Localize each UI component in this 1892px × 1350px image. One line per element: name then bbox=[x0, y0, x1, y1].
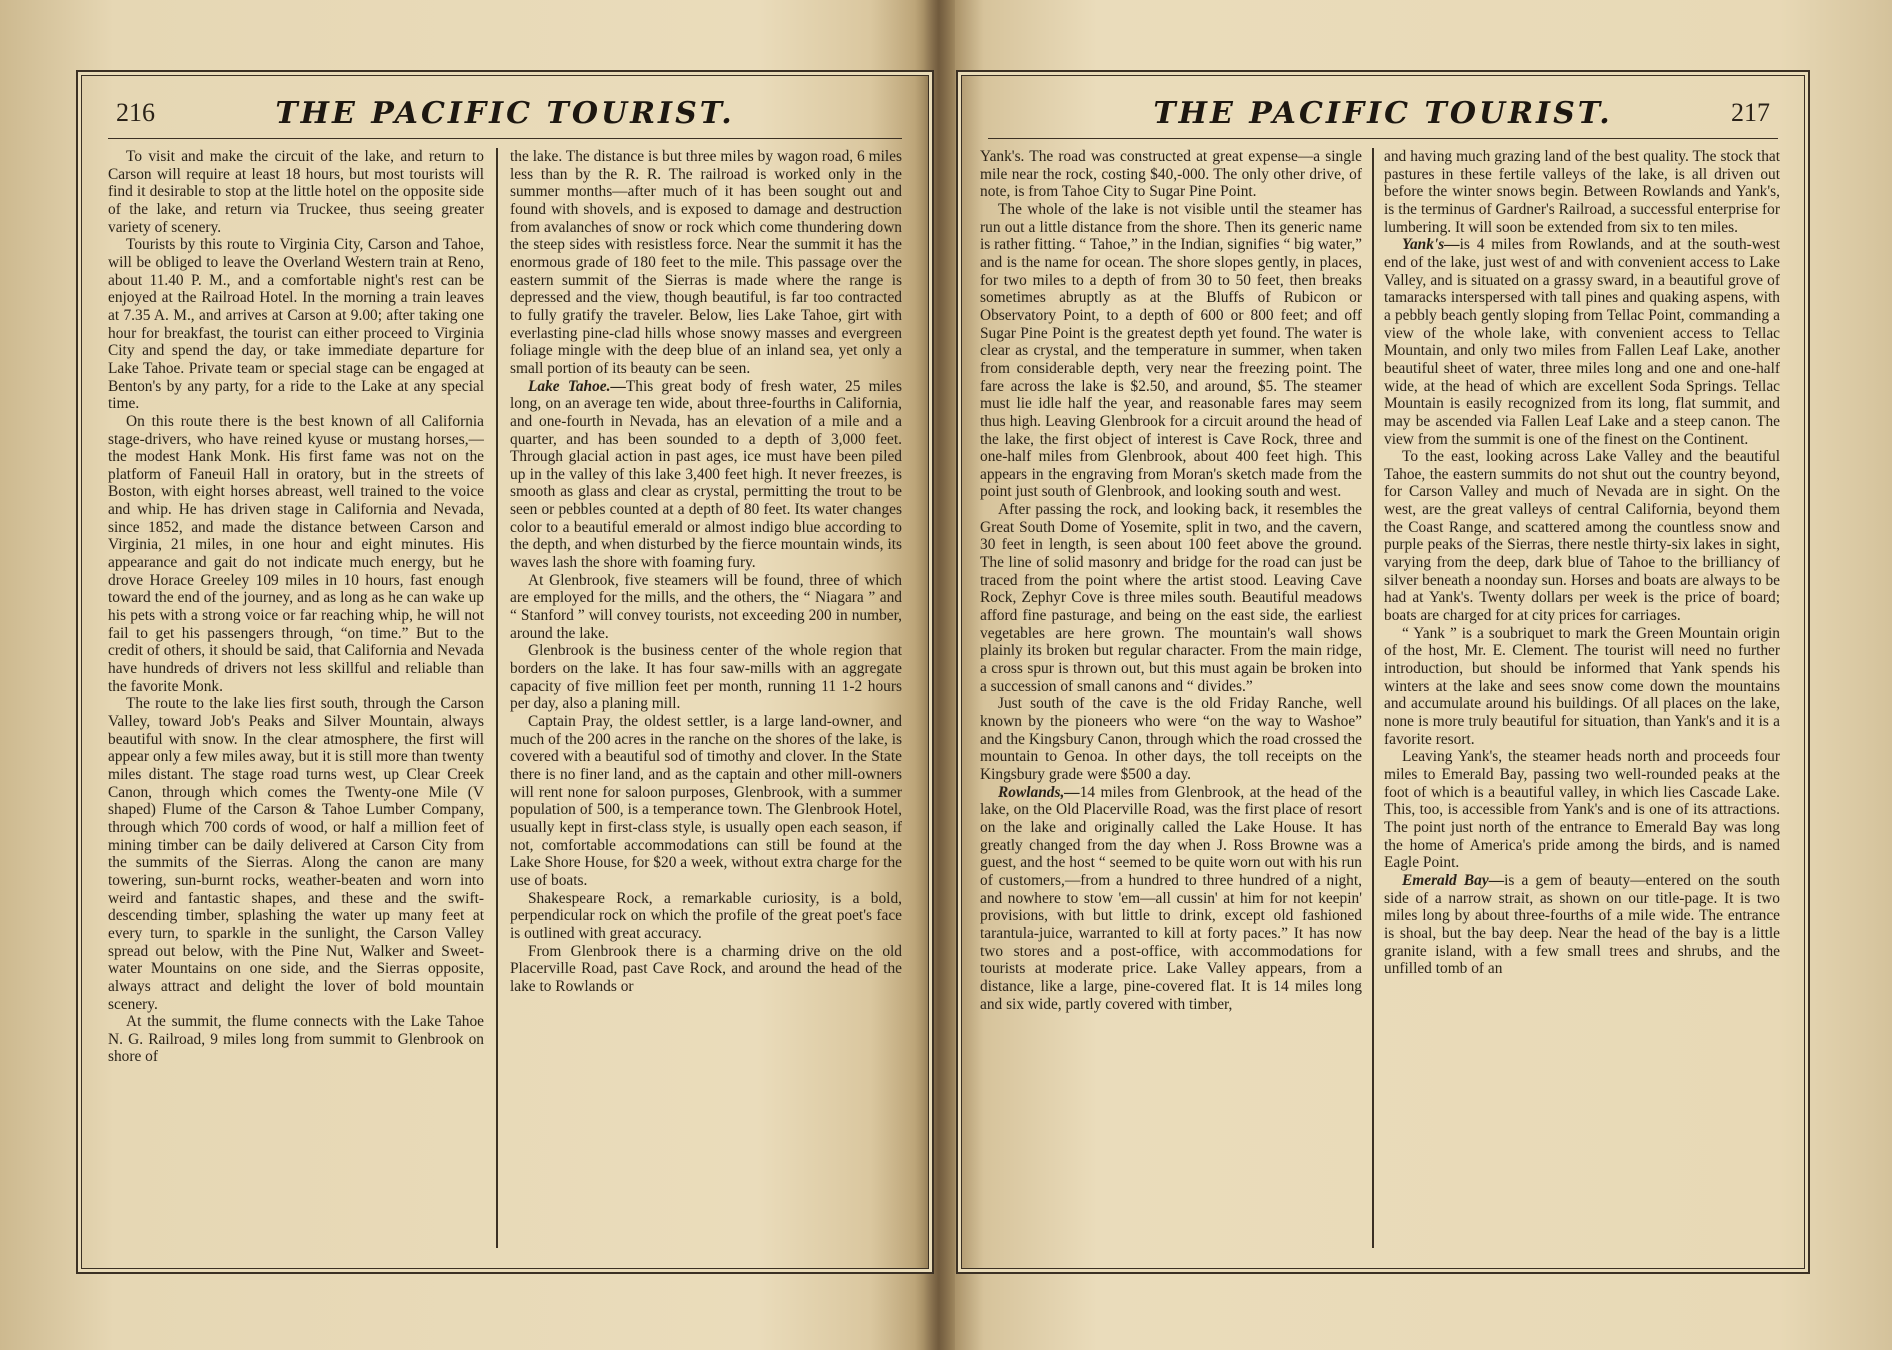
paragraph: From Glenbrook there is a charming drive on the old Placerville Road, past Cave Rock, and around the head of the lake to Rowlands or bbox=[510, 942, 902, 995]
column-divider bbox=[496, 148, 498, 1248]
paragraph-text: is 4 miles from Rowlands, and at the south-west end of the lake, just west of and with convenient access to Lake Valley, and is situated on a grassy sward, in a beautiful grove of tamaracks interspersed with tall pines and quaking aspens, with a pebbly beach gently sloping from Tellac Point, commanding a view of the whole lake, with convenient access to Tellac Mountain, and only two miles from Fallen Leaf Lake, another beautiful sheet of water, three miles long and one and one-half wide, at the head of which are excellent Soda Springs. Tellac Mountain is easily recognized from its long, flat summit, and may be ascended via Fallen Leaf Lake and a steep canon. The view from the summit is one of the finest on the Continent. bbox=[1384, 236, 1780, 448]
paragraph: Leaving Yank's, the steamer heads north and proceeds four miles to Emerald Bay, passing two well-rounded peaks at the foot of which is a beautiful valley, in which lies Cascade Lake. This, too, is accessible from Yank's and is one of its attractions. The point just north of the entrance to Emerald Bay was long the home of America's pride among the birds, and is named Eagle Point. bbox=[1384, 748, 1780, 872]
paragraph: At the summit, the flume connects with the Lake Tahoe N. G. Railroad, 9 miles long from summit to Glenbrook on shore of bbox=[108, 1013, 484, 1066]
section-lead: Emerald Bay— bbox=[1402, 871, 1505, 889]
right-column-1 bbox=[980, 148, 1362, 1248]
paragraph: To the east, looking across Lake Valley and the beautiful Tahoe, the eastern summits do not shut out the country beyond, for Carson Valley and much of Nevada are in sight. On the west, are the great valleys of central California, beyond them the Coast Range, and scattered among the countless snow and purple peaks of the Sierras, there nestle thirty-six lakes in sight, varying from the deep, dark blue of Tahoe to the brilliancy of silver beneath a noonday sun. Horses and boats are always to be had at Yank's. Twenty dollars per week is the price of board; boats are charged for at city prices for carriages. bbox=[1384, 448, 1780, 625]
running-head: THE PACIFIC TOURIST. bbox=[275, 96, 735, 131]
paragraph: Captain Pray, the oldest settler, is a large land-owner, and much of the 200 acres in the ranche on the shores of the lake, is covered with a beautiful sod of timothy and clover. In the State there is no finer land, and as the captain and other mill-owners will rent none for saloon purposes, Glenbrook, with a summer population of 500, is a temperance town. The Glenbrook Hotel, usually kept in first-class style, is usually open each season, if not, comfortable accommodations can still be found at the Lake Shore House, for $20 a week, without extra charge for the use of boats. bbox=[510, 713, 902, 889]
column-divider bbox=[1372, 148, 1374, 1248]
left-page-header bbox=[108, 94, 902, 139]
paragraph-text: This great body of fresh water, 25 miles long, on an average ten wide, about three-fourths in California, and one-fourth in Nevada, has an elevation of a mile and a quarter, and has been sounded to a depth of 3,000 feet. Through glacial action in past ages, ice must have been piled up in the valley of this lake 3,400 feet high. It never freezes, is smooth as glass and clear as crystal, permitting the trout to be seen or pebbles counted at a depth of 80 feet. Its water changes color to a beautiful emerald or almost indigo blue according to the depth, and when disturbed by the fierce mountain winds, its waves lash the shore with foaming fury. bbox=[510, 377, 902, 572]
paragraph: At Glenbrook, five steamers will be found, three of which are employed for the mills, and the others, the “ Niagara ” and “ Stanford ” will convey tourists, not exceeding 200 in number, around the lake. bbox=[510, 571, 902, 642]
paragraph bbox=[1384, 236, 1780, 448]
section-lead: Yank's— bbox=[1402, 236, 1460, 254]
paragraph-text: is a gem of beauty—entered on the south side of a narrow strait, as shown on our title-page. It is two miles long by about three-fourths of a mile wide. The entrance is shoal, but the bay deep. Near the head of the bay is a little granite island, with a few small trees and shrubs, and the unfilled tomb of an bbox=[1384, 871, 1780, 978]
paragraph bbox=[980, 784, 1362, 1014]
paragraph: Just south of the cave is the old Friday Ranche, well known by the pioneers who were “on the way to Washoe” and the Kingsbury Canon, through which the road crossed the mountain to Genoa. In other days, the toll receipts on the Kingsbury grade were $500 a day. bbox=[980, 695, 1362, 783]
paragraph: “ Yank ” is a soubriquet to mark the Green Mountain origin of the host, Mr. E. Clement. The tourist will need no further introduction, but should be informed that Yank spends his winters at the lake and sees snow come down the mountains and accumulate around his buildings. Of all places on the lake, none is more truly beautiful for situation, than Yank's and it is a favorite resort. bbox=[1384, 624, 1780, 748]
left-column-1 bbox=[108, 148, 484, 1248]
page-number: 216 bbox=[116, 98, 155, 127]
paragraph: and having much grazing land of the best quality. The stock that pastures in these fertile valleys of the lake, is all driven out before the winter snows begin. Between Rowlands and Yank's, is the terminus of Gardner's Railroad, a successful enterprise for lumbering. It will soon be extended from six to ten miles. bbox=[1384, 148, 1780, 236]
paragraph bbox=[510, 378, 902, 572]
paragraph: To visit and make the circuit of the lake, and return to Carson will require at least 18 hours, but most tourists will find it desirable to stop at the little hotel on the opposite side of the lake, and return via Truckee, thus seeing greater variety of scenery. bbox=[108, 148, 484, 236]
paragraph: The whole of the lake is not visible until the steamer has run out a little distance from the shore. Then its generic name is rather fitting. “ Tahoe,” in the Indian, signifies “ big water,” and is the name for ocean. The shore slopes gently, in places, for two miles to a depth of from 30 to 50 feet, then breaks sometimes abruptly as at the Bluffs of Rubicon or Observatory Point, to a depth of 600 or 800 feet; and off Sugar Pine Point is the greatest depth yet found. The water is clear as crystal, and the temperature in summer, when taken from considerable depth, very near the freezing point. The fare across the lake is $2.50, and around, $5. The steamer must lie idle half the year, and reasonable fares may seem thus high. Leaving Glenbrook for a circuit around the head of the lake, the first object of interest is Cave Rock, three and one-half miles from Glenbrook, about 400 feet high. This appears in the engraving from Moran's sketch made from the point just south of Glenbrook, and looking south and west. bbox=[980, 200, 1362, 501]
paragraph: Yank's. The road was constructed at great expense—a single mile near the rock, costing $40,-000. The only other drive, of note, is from Tahoe City to Sugar Pine Point. bbox=[980, 148, 1362, 201]
paragraph: After passing the rock, and looking back, it resembles the Great South Dome of Yosemite, split in two, and the cavern, 30 feet in length, is seen about 100 feet above the ground. The line of solid masonry and bridge for the road can just be traced from the point where the artist stood. Leaving Cave Rock, Zephyr Cove is three miles south. Beautiful meadows afford fine pasturage, and being on the east side, the earliest vegetables are here grown. The mountain's wall shows plainly its broken but regular character. From the main ridge, a cross spur is thrown out, but this must again be broken into a succession of small canons and “ divides.” bbox=[980, 501, 1362, 695]
paragraph: Glenbrook is the business center of the whole region that borders on the lake. It has four saw-mills with an aggregate capacity of five million feet per month, running 11 1-2 hours per day, also a planing mill. bbox=[510, 642, 902, 713]
running-head: THE PACIFIC TOURIST. bbox=[1153, 96, 1613, 131]
right-page bbox=[956, 70, 1810, 1274]
left-column-2 bbox=[510, 148, 902, 1248]
right-page-header bbox=[988, 94, 1778, 139]
right-column-2 bbox=[1384, 148, 1780, 1248]
paragraph: the lake. The distance is but three miles by wagon road, 6 miles less than by the R. R. The railroad is worked only in the summer months—after much of it has been sought out and found with shovels, and is exposed to damage and destruction from avalanches of snow or rock which come thundering down the steep sides with resistless force. Near the summit it has the enormous grade of 180 feet to the mile. This passage over the eastern summit of the Sierras is made where the range is depressed and the view, though beautiful, is far too contracted to fully gratify the traveler. Below, lies Lake Tahoe, girt with everlasting pine-clad hills whose snowy masses and evergreen foliage mingle with the deep blue of an inland sea, yet only a small portion of its beauty can be seen. bbox=[510, 148, 902, 377]
section-lead: Rowlands,— bbox=[998, 783, 1080, 801]
paragraph bbox=[1384, 872, 1780, 978]
paragraph: On this route there is the best known of all California stage-drivers, who have reined kyuse or mustang horses,—the modest Hank Monk. His first fame was not on the platform of Faneuil Hall in oratory, but in the streets of Boston, with eight horses abreast, well trained to the voice and whip. He has driven stage in California and Nevada, since 1852, and made the distance between Carson and Virginia, 21 miles, in one hour and eight minutes. His appearance and gait do not indicate much energy, but he drove Horace Greeley 109 miles in 10 hours, fast enough toward the end of the journey, and as long as he can wake up his pets with a strong voice or far reaching whip, he will not fail to get his passengers through, “on time.” But to the credit of others, it should be said, that California and Nevada have hundreds of drivers not less skillful and reliable than the favorite Monk. bbox=[108, 412, 484, 695]
paragraph: Shakespeare Rock, a remarkable curiosity, is a bold, perpendicular rock on which the profile of the great poet's face is outlined with great accuracy. bbox=[510, 889, 902, 942]
paragraph-text: 14 miles from Glenbrook, at the head of the lake, on the Old Placerville Road, was the first place of resort on the lake and originally called the Lake House. It has greatly changed from the day when J. Ross Browne was a guest, and the host “ seemed to be quite worn out with his run of customers,—from a hundred to three hundred of a night, and nowhere to stow 'em—all cussin' at him for not keepin' provisions, with but little to drink, except old fashioned tarantula-juice, warranted to kill at forty paces.” It has now two stores and a post-office, with accommodations for tourists at moderate price. Lake Valley appears, from a distance, like a large, pine-covered flat. It is 14 miles long and six wide, partly covered with timber, bbox=[980, 783, 1362, 1013]
page-number: 217 bbox=[1731, 98, 1770, 127]
paragraph: Tourists by this route to Virginia City, Carson and Tahoe, will be obliged to leave the Overland Western train at Reno, about 11.40 P. M., and a comfortable night's rest can be enjoyed at the Railroad Hotel. In the morning a train leaves at 7.35 A. M., and arrives at Carson at 9.00; after taking one hour for breakfast, the tourist can either proceed to Virginia City and spend the day, or take immediate departure for Lake Tahoe. Private team or special stage can be engaged at Benton's by any party, for a ride to the Lake at any special time. bbox=[108, 236, 484, 413]
section-lead: Lake Tahoe.— bbox=[528, 377, 626, 395]
paragraph: The route to the lake lies first south, through the Carson Valley, toward Job's Peaks and Silver Mountain, always beautiful with snow. In the clear atmosphere, the first will appear only a few miles away, but it is still more than twenty miles distant. The stage road turns west, up Clear Creek Canon, through which comes the Twenty-one Mile (V shaped) Flume of the Carson & Tahoe Lumber Company, through which 700 cords of wood, or half a million feet of mining timber can be daily delivered at Carson City from the summits of the Sierras. Along the canon are many towering, sun-burnt rocks, weather-beaten and worn into weird and fantastic shapes, and these and the swift-descending timber, splashing the water up many feet at every turn, to sparkle in the sunlight, the Carson Valley spread out below, with the Pine Nut, Walker and Sweet-water Mountains on one side, and the Sierras opposite, always attract and delight the lover of bold mountain scenery. bbox=[108, 695, 484, 1013]
left-page bbox=[76, 70, 934, 1274]
